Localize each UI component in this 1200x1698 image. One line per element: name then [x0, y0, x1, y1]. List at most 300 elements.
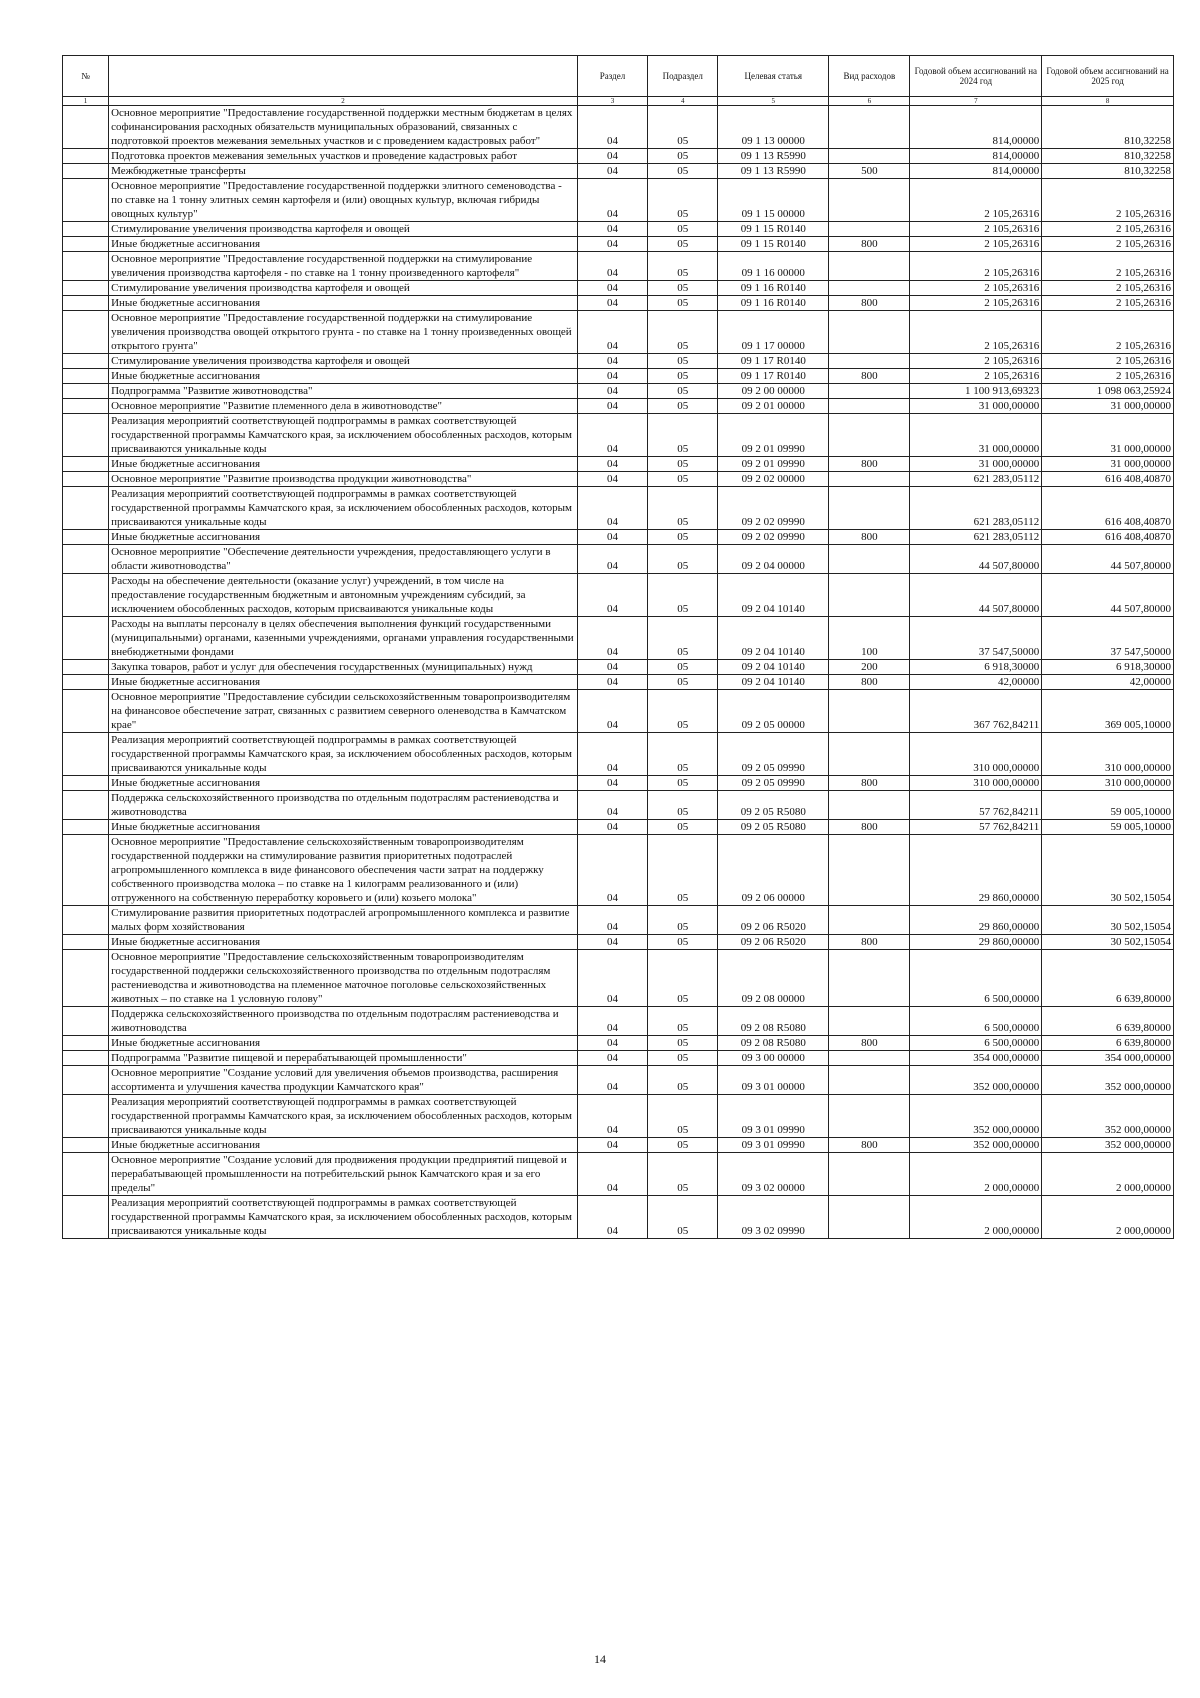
column-number-row	[63, 97, 1174, 106]
row-target-article: 09 2 08 00000	[718, 950, 829, 1007]
row-number	[63, 906, 109, 935]
row-expense-type	[829, 1007, 910, 1036]
row-amount-2024: 2 105,26316	[910, 237, 1042, 252]
row-podrazdel: 05	[648, 776, 718, 791]
row-amount-2024: 31 000,00000	[910, 457, 1042, 472]
row-name: Иные бюджетные ассигнования	[109, 675, 578, 690]
row-name: Основное мероприятие "Обеспечение деятельности учреждения, предоставляющего услуги в области животноводства"	[109, 545, 578, 574]
row-podrazdel: 05	[648, 530, 718, 545]
table-row	[63, 574, 1174, 617]
row-number	[63, 776, 109, 791]
row-razdel: 04	[577, 574, 647, 617]
row-razdel: 04	[577, 733, 647, 776]
row-amount-2024: 352 000,00000	[910, 1095, 1042, 1138]
row-razdel: 04	[577, 690, 647, 733]
row-razdel: 04	[577, 296, 647, 311]
row-amount-2025: 2 105,26316	[1042, 179, 1174, 222]
row-amount-2024: 6 500,00000	[910, 1036, 1042, 1051]
table-row	[63, 1095, 1174, 1138]
table-row	[63, 906, 1174, 935]
row-amount-2025: 2 105,26316	[1042, 252, 1174, 281]
row-expense-type	[829, 690, 910, 733]
row-number	[63, 487, 109, 530]
row-name: Основное мероприятие "Предоставление государственной поддержки на стимулирование увеличения производства овощей открытого грунта - по ставке на 1 тонну произведенных овощей открытого грунта"	[109, 311, 578, 354]
table-row	[63, 1051, 1174, 1066]
row-amount-2025: 2 105,26316	[1042, 296, 1174, 311]
row-name: Межбюджетные трансферты	[109, 164, 578, 179]
row-podrazdel: 05	[648, 1196, 718, 1239]
table-row	[63, 296, 1174, 311]
row-podrazdel: 05	[648, 281, 718, 296]
table-row	[63, 690, 1174, 733]
row-name: Реализация мероприятий соответствующей подпрограммы в рамках соответствующей государственной программы Камчатского края, за исключением обособленных расходов, которым присваиваются уникальные коды	[109, 733, 578, 776]
row-expense-type	[829, 906, 910, 935]
col-header-vr: Вид расходов	[829, 56, 910, 97]
row-expense-type	[829, 1066, 910, 1095]
row-amount-2024: 2 000,00000	[910, 1196, 1042, 1239]
table-row	[63, 950, 1174, 1007]
column-number: 2	[109, 97, 578, 106]
row-razdel: 04	[577, 369, 647, 384]
page-number: 14	[594, 1652, 606, 1666]
row-number	[63, 296, 109, 311]
row-podrazdel: 05	[648, 106, 718, 149]
row-number	[63, 354, 109, 369]
row-amount-2025: 810,32258	[1042, 149, 1174, 164]
row-razdel: 04	[577, 222, 647, 237]
row-podrazdel: 05	[648, 1066, 718, 1095]
row-expense-type	[829, 179, 910, 222]
row-expense-type: 800	[829, 776, 910, 791]
row-target-article: 09 2 04 10140	[718, 574, 829, 617]
row-podrazdel: 05	[648, 384, 718, 399]
row-expense-type	[829, 574, 910, 617]
row-amount-2025: 30 502,15054	[1042, 835, 1174, 906]
row-target-article: 09 2 04 10140	[718, 660, 829, 675]
row-amount-2024: 814,00000	[910, 149, 1042, 164]
row-name: Иные бюджетные ассигнования	[109, 820, 578, 835]
row-number	[63, 675, 109, 690]
table-row	[63, 369, 1174, 384]
header-row	[63, 56, 1174, 97]
row-number	[63, 311, 109, 354]
table-row	[63, 1066, 1174, 1095]
row-number	[63, 530, 109, 545]
row-name: Расходы на обеспечение деятельности (оказание услуг) учреждений, в том числе на предоставление государственным бюджетным и автономным учреждениям субсидий, за исключением обособленных расходов, которым присваиваются уникальные коды	[109, 574, 578, 617]
table-row	[63, 179, 1174, 222]
row-number	[63, 935, 109, 950]
col-header-csr: Целевая статья	[718, 56, 829, 97]
row-expense-type	[829, 222, 910, 237]
row-podrazdel: 05	[648, 1138, 718, 1153]
row-razdel: 04	[577, 487, 647, 530]
row-amount-2025: 2 000,00000	[1042, 1153, 1174, 1196]
row-amount-2025: 354 000,00000	[1042, 1051, 1174, 1066]
row-number	[63, 222, 109, 237]
row-number	[63, 164, 109, 179]
row-podrazdel: 05	[648, 296, 718, 311]
row-amount-2025: 42,00000	[1042, 675, 1174, 690]
row-number	[63, 457, 109, 472]
row-expense-type: 800	[829, 457, 910, 472]
row-amount-2024: 6 918,30000	[910, 660, 1042, 675]
row-name: Стимулирование увеличения производства картофеля и овощей	[109, 354, 578, 369]
row-amount-2024: 2 105,26316	[910, 296, 1042, 311]
row-podrazdel: 05	[648, 164, 718, 179]
table-row	[63, 617, 1174, 660]
row-number	[63, 820, 109, 835]
row-target-article: 09 1 16 R0140	[718, 281, 829, 296]
row-podrazdel: 05	[648, 1007, 718, 1036]
row-amount-2025: 2 105,26316	[1042, 281, 1174, 296]
row-razdel: 04	[577, 1051, 647, 1066]
row-expense-type	[829, 399, 910, 414]
table-row	[63, 222, 1174, 237]
row-number	[63, 1066, 109, 1095]
row-amount-2024: 814,00000	[910, 106, 1042, 149]
row-amount-2025: 59 005,10000	[1042, 791, 1174, 820]
row-name: Реализация мероприятий соответствующей подпрограммы в рамках соответствующей государственной программы Камчатского края, за исключением обособленных расходов, которым присваиваются уникальные коды	[109, 1196, 578, 1239]
row-target-article: 09 2 05 09990	[718, 733, 829, 776]
column-number: 3	[577, 97, 647, 106]
row-amount-2024: 354 000,00000	[910, 1051, 1042, 1066]
row-name: Реализация мероприятий соответствующей подпрограммы в рамках соответствующей государственной программы Камчатского края, за исключением обособленных расходов, которым присваиваются уникальные коды	[109, 487, 578, 530]
row-amount-2025: 310 000,00000	[1042, 776, 1174, 791]
row-target-article: 09 2 04 10140	[718, 675, 829, 690]
table-row	[63, 149, 1174, 164]
table-row	[63, 472, 1174, 487]
row-amount-2024: 310 000,00000	[910, 776, 1042, 791]
row-podrazdel: 05	[648, 252, 718, 281]
row-target-article: 09 2 05 09990	[718, 776, 829, 791]
row-amount-2024: 310 000,00000	[910, 733, 1042, 776]
row-expense-type: 800	[829, 369, 910, 384]
col-header-num: №	[63, 56, 109, 97]
row-target-article: 09 1 13 00000	[718, 106, 829, 149]
row-amount-2024: 2 105,26316	[910, 252, 1042, 281]
column-number: 5	[718, 97, 829, 106]
row-razdel: 04	[577, 1196, 647, 1239]
row-name: Иные бюджетные ассигнования	[109, 935, 578, 950]
row-amount-2024: 29 860,00000	[910, 835, 1042, 906]
row-amount-2024: 29 860,00000	[910, 906, 1042, 935]
row-number	[63, 237, 109, 252]
row-amount-2025: 30 502,15054	[1042, 935, 1174, 950]
row-amount-2024: 57 762,84211	[910, 820, 1042, 835]
row-amount-2025: 37 547,50000	[1042, 617, 1174, 660]
row-target-article: 09 2 05 R5080	[718, 820, 829, 835]
row-podrazdel: 05	[648, 545, 718, 574]
row-podrazdel: 05	[648, 906, 718, 935]
row-amount-2025: 6 918,30000	[1042, 660, 1174, 675]
budget-table-container	[62, 55, 1174, 1239]
table-row	[63, 457, 1174, 472]
row-amount-2025: 30 502,15054	[1042, 906, 1174, 935]
row-razdel: 04	[577, 1036, 647, 1051]
row-target-article: 09 2 04 00000	[718, 545, 829, 574]
row-amount-2024: 621 283,05112	[910, 487, 1042, 530]
row-amount-2025: 352 000,00000	[1042, 1138, 1174, 1153]
row-number	[63, 1036, 109, 1051]
table-row	[63, 164, 1174, 179]
row-amount-2025: 310 000,00000	[1042, 733, 1174, 776]
table-row	[63, 281, 1174, 296]
row-number	[63, 950, 109, 1007]
row-razdel: 04	[577, 384, 647, 399]
row-name: Поддержка сельскохозяйственного производства по отдельным подотраслям растениеводства и животноводства	[109, 791, 578, 820]
column-number: 6	[829, 97, 910, 106]
row-name: Иные бюджетные ассигнования	[109, 530, 578, 545]
row-amount-2024: 31 000,00000	[910, 399, 1042, 414]
row-target-article: 09 1 17 R0140	[718, 354, 829, 369]
column-number: 1	[63, 97, 109, 106]
row-number	[63, 690, 109, 733]
row-amount-2024: 6 500,00000	[910, 1007, 1042, 1036]
table-row	[63, 776, 1174, 791]
row-razdel: 04	[577, 776, 647, 791]
row-target-article: 09 3 01 09990	[718, 1138, 829, 1153]
row-name: Иные бюджетные ассигнования	[109, 369, 578, 384]
row-number	[63, 545, 109, 574]
row-podrazdel: 05	[648, 574, 718, 617]
row-number	[63, 179, 109, 222]
row-amount-2024: 621 283,05112	[910, 472, 1042, 487]
table-row	[63, 237, 1174, 252]
row-razdel: 04	[577, 252, 647, 281]
row-number	[63, 660, 109, 675]
row-number	[63, 733, 109, 776]
table-row	[63, 1007, 1174, 1036]
table-row	[63, 311, 1174, 354]
row-amount-2025: 2 105,26316	[1042, 222, 1174, 237]
row-podrazdel: 05	[648, 950, 718, 1007]
row-razdel: 04	[577, 414, 647, 457]
row-expense-type: 800	[829, 935, 910, 950]
row-amount-2025: 44 507,80000	[1042, 574, 1174, 617]
row-expense-type: 800	[829, 296, 910, 311]
row-podrazdel: 05	[648, 179, 718, 222]
row-expense-type: 500	[829, 164, 910, 179]
row-razdel: 04	[577, 149, 647, 164]
row-expense-type: 800	[829, 237, 910, 252]
row-razdel: 04	[577, 791, 647, 820]
row-razdel: 04	[577, 1138, 647, 1153]
row-expense-type	[829, 252, 910, 281]
table-row	[63, 660, 1174, 675]
row-number	[63, 281, 109, 296]
row-target-article: 09 3 01 09990	[718, 1095, 829, 1138]
row-target-article: 09 2 06 R5020	[718, 906, 829, 935]
row-podrazdel: 05	[648, 820, 718, 835]
row-name: Подготовка проектов межевания земельных участков и проведение кадастровых работ	[109, 149, 578, 164]
row-expense-type: 200	[829, 660, 910, 675]
row-target-article: 09 2 05 R5080	[718, 791, 829, 820]
column-number: 8	[1042, 97, 1174, 106]
row-name: Основное мероприятие "Предоставление сельскохозяйственным товаропроизводителям государственной поддержки сельскохозяйственного производства по отдельным подотраслям растениеводства и животноводства на племенное маточное поголовье сельскохозяйственных животных – по ставке на 1 условную голову"	[109, 950, 578, 1007]
row-name: Основное мероприятие "Развитие производства продукции животноводства"	[109, 472, 578, 487]
row-amount-2024: 352 000,00000	[910, 1138, 1042, 1153]
row-number	[63, 617, 109, 660]
row-amount-2024: 2 105,26316	[910, 281, 1042, 296]
row-expense-type	[829, 106, 910, 149]
row-razdel: 04	[577, 617, 647, 660]
row-name: Основное мероприятие "Создание условий для продвижения продукции предприятий пищевой и перерабатывающей промышленности на потребительский рынок Камчатского края и за его пределы"	[109, 1153, 578, 1196]
row-razdel: 04	[577, 281, 647, 296]
row-amount-2025: 616 408,40870	[1042, 472, 1174, 487]
row-amount-2024: 352 000,00000	[910, 1066, 1042, 1095]
row-name: Основное мероприятие "Предоставление государственной поддержки на стимулирование увеличения производства картофеля - по ставке на 1 тонну произведенного картофеля"	[109, 252, 578, 281]
row-number	[63, 369, 109, 384]
row-amount-2025: 2 105,26316	[1042, 311, 1174, 354]
row-razdel: 04	[577, 311, 647, 354]
row-name: Стимулирование развития приоритетных подотраслей агропромышленного комплекса и развитие малых форм хозяйствования	[109, 906, 578, 935]
table-row	[63, 1138, 1174, 1153]
row-razdel: 04	[577, 675, 647, 690]
row-target-article: 09 2 00 00000	[718, 384, 829, 399]
row-razdel: 04	[577, 950, 647, 1007]
row-razdel: 04	[577, 530, 647, 545]
row-expense-type	[829, 414, 910, 457]
row-razdel: 04	[577, 906, 647, 935]
row-razdel: 04	[577, 1153, 647, 1196]
table-row	[63, 835, 1174, 906]
row-amount-2024: 6 500,00000	[910, 950, 1042, 1007]
row-podrazdel: 05	[648, 733, 718, 776]
row-amount-2025: 1 098 063,25924	[1042, 384, 1174, 399]
row-expense-type	[829, 950, 910, 1007]
row-amount-2025: 6 639,80000	[1042, 950, 1174, 1007]
row-target-article: 09 2 02 00000	[718, 472, 829, 487]
row-razdel: 04	[577, 545, 647, 574]
col-header-razdel: Раздел	[577, 56, 647, 97]
row-amount-2025: 2 105,26316	[1042, 237, 1174, 252]
row-amount-2025: 31 000,00000	[1042, 399, 1174, 414]
row-podrazdel: 05	[648, 1051, 718, 1066]
row-amount-2024: 367 762,84211	[910, 690, 1042, 733]
row-amount-2025: 6 639,80000	[1042, 1036, 1174, 1051]
row-expense-type: 800	[829, 820, 910, 835]
row-target-article: 09 2 02 09990	[718, 487, 829, 530]
table-row	[63, 399, 1174, 414]
row-podrazdel: 05	[648, 1095, 718, 1138]
row-target-article: 09 1 16 00000	[718, 252, 829, 281]
row-amount-2024: 44 507,80000	[910, 574, 1042, 617]
row-number	[63, 149, 109, 164]
row-amount-2025: 2 105,26316	[1042, 369, 1174, 384]
row-target-article: 09 1 15 00000	[718, 179, 829, 222]
row-target-article: 09 1 16 R0140	[718, 296, 829, 311]
row-podrazdel: 05	[648, 472, 718, 487]
row-razdel: 04	[577, 660, 647, 675]
table-row	[63, 1196, 1174, 1239]
row-amount-2025: 369 005,10000	[1042, 690, 1174, 733]
row-expense-type	[829, 1051, 910, 1066]
row-target-article: 09 2 01 09990	[718, 414, 829, 457]
row-target-article: 09 2 01 09990	[718, 457, 829, 472]
row-number	[63, 399, 109, 414]
row-podrazdel: 05	[648, 690, 718, 733]
row-name: Иные бюджетные ассигнования	[109, 776, 578, 791]
row-number	[63, 574, 109, 617]
row-podrazdel: 05	[648, 354, 718, 369]
row-amount-2025: 2 000,00000	[1042, 1196, 1174, 1239]
row-razdel: 04	[577, 820, 647, 835]
row-amount-2025: 2 105,26316	[1042, 354, 1174, 369]
row-podrazdel: 05	[648, 487, 718, 530]
row-expense-type	[829, 1153, 910, 1196]
row-amount-2024: 2 105,26316	[910, 354, 1042, 369]
table-body	[63, 106, 1174, 1239]
row-razdel: 04	[577, 354, 647, 369]
col-header-2025: Годовой объем ассигнований на 2025 год	[1042, 56, 1174, 97]
table-row	[63, 820, 1174, 835]
row-amount-2024: 31 000,00000	[910, 414, 1042, 457]
row-podrazdel: 05	[648, 369, 718, 384]
row-amount-2024: 37 547,50000	[910, 617, 1042, 660]
row-amount-2025: 31 000,00000	[1042, 414, 1174, 457]
row-name: Реализация мероприятий соответствующей подпрограммы в рамках соответствующей государственной программы Камчатского края, за исключением обособленных расходов, которым присваиваются уникальные коды	[109, 1095, 578, 1138]
row-target-article: 09 1 17 00000	[718, 311, 829, 354]
row-target-article: 09 2 08 R5080	[718, 1036, 829, 1051]
row-name: Подпрограмма "Развитие животноводства"	[109, 384, 578, 399]
table-row	[63, 791, 1174, 820]
row-amount-2025: 352 000,00000	[1042, 1066, 1174, 1095]
row-expense-type	[829, 281, 910, 296]
row-amount-2024: 2 105,26316	[910, 369, 1042, 384]
row-expense-type: 800	[829, 1138, 910, 1153]
row-target-article: 09 1 15 R0140	[718, 222, 829, 237]
row-number	[63, 472, 109, 487]
row-number	[63, 1007, 109, 1036]
table-row	[63, 414, 1174, 457]
row-podrazdel: 05	[648, 222, 718, 237]
row-expense-type	[829, 791, 910, 820]
row-target-article: 09 1 13 R5990	[718, 164, 829, 179]
table-row	[63, 354, 1174, 369]
table-row	[63, 1036, 1174, 1051]
row-podrazdel: 05	[648, 791, 718, 820]
col-header-2024: Годовой объем ассигнований на 2024 год	[910, 56, 1042, 97]
row-podrazdel: 05	[648, 935, 718, 950]
row-target-article: 09 2 06 R5020	[718, 935, 829, 950]
row-target-article: 09 1 13 R5990	[718, 149, 829, 164]
row-name: Расходы на выплаты персоналу в целях обеспечения выполнения функций государственными (муниципальными) органами, казенными учреждениями, органами управления государственными внебюджетными фондами	[109, 617, 578, 660]
row-expense-type: 800	[829, 530, 910, 545]
table-row	[63, 1153, 1174, 1196]
row-expense-type	[829, 487, 910, 530]
row-podrazdel: 05	[648, 399, 718, 414]
row-amount-2025: 810,32258	[1042, 164, 1174, 179]
row-amount-2024: 44 507,80000	[910, 545, 1042, 574]
row-podrazdel: 05	[648, 1153, 718, 1196]
row-razdel: 04	[577, 1007, 647, 1036]
row-amount-2025: 6 639,80000	[1042, 1007, 1174, 1036]
row-amount-2025: 616 408,40870	[1042, 530, 1174, 545]
table-row	[63, 733, 1174, 776]
row-name: Иные бюджетные ассигнования	[109, 1036, 578, 1051]
table-row	[63, 487, 1174, 530]
row-razdel: 04	[577, 1095, 647, 1138]
table-row	[63, 530, 1174, 545]
row-amount-2025: 31 000,00000	[1042, 457, 1174, 472]
row-podrazdel: 05	[648, 617, 718, 660]
row-expense-type	[829, 149, 910, 164]
row-target-article: 09 2 04 10140	[718, 617, 829, 660]
row-target-article: 09 2 02 09990	[718, 530, 829, 545]
row-expense-type	[829, 384, 910, 399]
row-amount-2024: 42,00000	[910, 675, 1042, 690]
col-header-podrazdel: Подраздел	[648, 56, 718, 97]
